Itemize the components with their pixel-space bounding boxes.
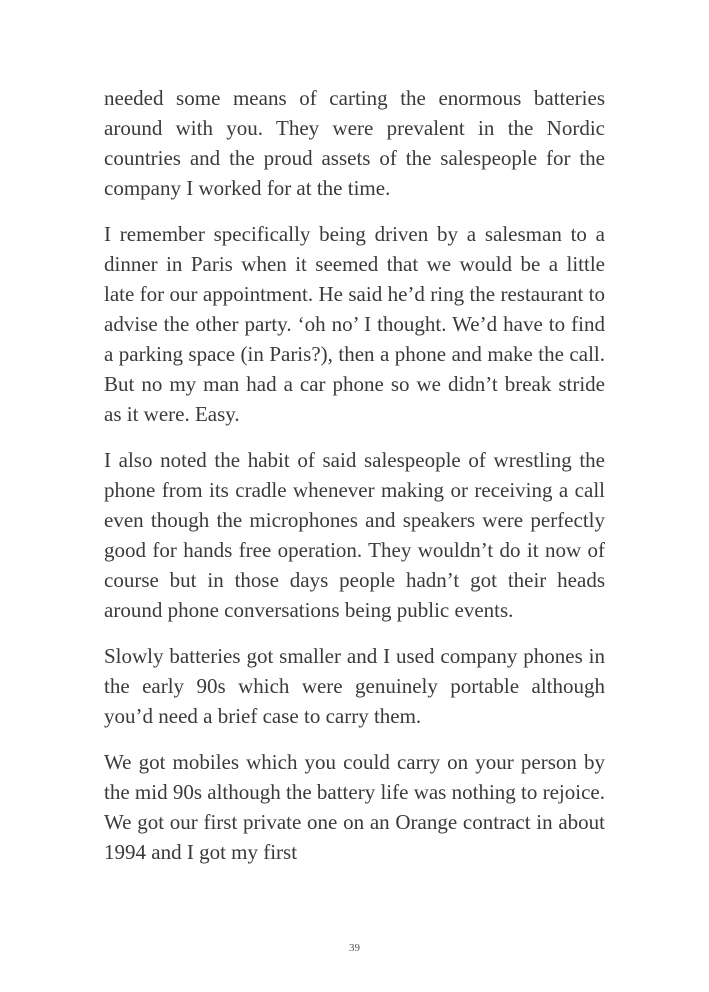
paragraph-1: needed some means of carting the enormous batteries around with you. They were prevalent in the Nordic countries and the proud assets of the salespeople for the company I worked for at the time. (104, 86, 605, 200)
body-text (104, 83, 605, 883)
paragraph-4: Slowly batteries got smaller and I used company phones in the early 90s which were genuinely portable although you’d need a brief case to carry them. (104, 644, 605, 728)
page-number: 39 (349, 942, 360, 954)
paragraph-5: We got mobiles which you could carry on your person by the mid 90s although the battery life was nothing to rejoice. We got our first private one on an Orange contract in about 1994 and I got my first (104, 750, 605, 864)
paragraph-2: I remember specifically being driven by a salesman to a dinner in Paris when it seemed that we would be a little late for our appointment. He said he’d ring the restaurant to advise the other party. ‘oh no’ I thought. We’d have to find a parking space (in Paris?), then a phone and make the call. But no my man had a car phone so we didn’t break stride as it were. Easy. (104, 222, 605, 426)
paragraph-3: I also noted the habit of said salespeople of wrestling the phone from its cradle whenever making or receiving a call even though the microphones and speakers were perfectly good for hands free operation. They wouldn’t do it now of course but in those days people hadn’t got their heads around phone conversations being public events. (104, 448, 605, 622)
